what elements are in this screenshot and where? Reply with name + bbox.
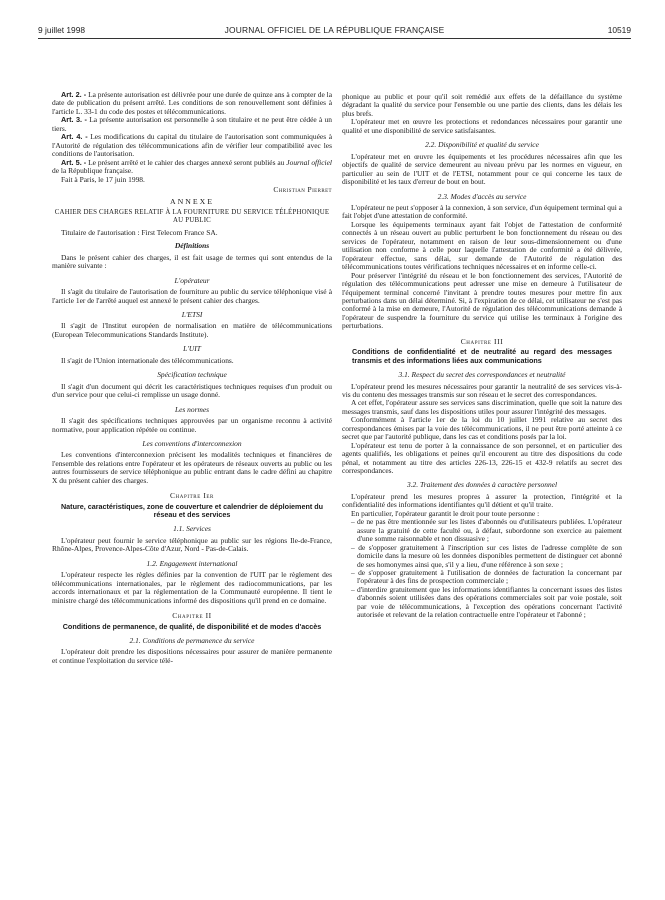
rights-list (342, 518, 622, 619)
section-1-2-text: L'opérateur respecte les règles définies par la convention de l'UIT par le règlement des télécommunications internationales, par le règlement des radiocommunications, par les accords internationaux et par la réglementation de la Communauté européenne. Il tient le ministre chargé des télécommunications informé des dispositions qu'il prend en ce domaine. (52, 570, 332, 605)
protections-text: L'opérateur met en œuvre les protections et redondances nécessaires pour garantir une qualité et une disponibilité de service satisfaisantes. (342, 117, 622, 135)
fait-a-paris: Fait à Paris, le 17 juin 1998. (61, 174, 145, 184)
section-2-2-text: L'opérateur met en œuvre les équipements et les procédures nécessaires afin que les objectifs de qualité de service demeurent au niveau prévu par les normes en vigueur, en particulier au sein de l'UIT et de l'ETSI, notamment pour ce qui concerne les taux de disponibilité et les taux d'erreur de bout en bout. (342, 151, 622, 187)
chapter-1-label: Chapitre Ier (170, 491, 214, 501)
right-column (342, 93, 622, 620)
section-2-1-text: L'opérateur doit prendre les dispositions nécessaires pour assurer de manière permanente et continue l'exploitation du service télé- (52, 647, 332, 665)
header-rule (38, 38, 631, 39)
chapter-3-label: Chapitre III (460, 336, 504, 346)
list-item: – de s'opposer gratuitement à l'utilisation de données de facturation la concernant par l'opérateur à des fins de prospection commerciale ; (351, 569, 622, 586)
conventions-text: Les conventions d'interconnexion précisent les modalités techniques et financières de l'ensemble des relations entre l'opérateur et les opérateurs de réseaux ouverts au public ou les autres fournisseurs de service téléphonique au public entrant dans le cadre défini au chapitre X du présent cahier des charges. (52, 450, 332, 485)
definitions-intro: Dans le présent cahier des charges, il est fait usage de termes qui sont entendus de la manière suivante : (52, 252, 332, 271)
continued-text: phonique au public et pour qu'il soit remédié aux effets de la défaillance du système dégradant la qualité du service pour l'ensemble ou une partie des clients, dans les délais les plus brefs. (342, 92, 622, 118)
signature: Christian Pierret (273, 184, 332, 194)
spec-text: Il s'agit d'un document qui décrit les caractéristiques techniques requises d'un produit ou d'un service pour que celui-ci remplisse un usage donné. (52, 381, 332, 400)
page-header (38, 25, 631, 37)
section-1-1-heading: 1.1. Services (173, 524, 211, 534)
left-column (52, 91, 332, 665)
section-3-1-p4: L'opérateur est tenu de porter à la connaissance de son personnel, et en particulier des agents qualifiés, les obligations et peines qu'il encourent au titre des dispositions du code pénal, et notamment au titre des articles 226-13, 226-15 et 432-9 relatifs au secret des correspondances. (342, 440, 622, 476)
section-3-1-heading: 3.1. Respect du secret des correspondances et neutralité (398, 370, 566, 380)
list-item: – d'interdire gratuitement que les informations identifiantes la concernant issues des listes d'abonnés soient utilisées dans des opérations commerciales soit par voie postale, soit par voie de télécommunications, à l'exception des opérations concernant l'activité autorisée et relevant de la relation contractuelle entre l'opérateur et l'abonné ; (351, 586, 622, 620)
normes-text: Il s'agit des spécifications techniques approuvées par un organisme reconnu à activité normative, pour application répétée ou continue. (52, 416, 332, 434)
uit-text: Il s'agit de l'Union internationale des télécommunications. (61, 355, 234, 365)
operateur-heading: L'opérateur (174, 275, 210, 285)
article-4: Art. 4. - Les modifications du capital du titulaire de l'autorisation sont communiquées à l'Autorité de régulation des télécommunications afin de vérifier leur compatibilité avec les conditions de l'autorisation. (52, 132, 332, 159)
list-item: – de ne pas être mentionnée sur les listes d'abonnés ou d'utilisateurs publiées. L'opérateur assure la gratuité de cette faculté ou, à défaut, subordonne son exercice au paiement d'une somme raisonnable et non dissuasive ; (351, 518, 622, 543)
chapter-3-title: Conditions de confidentialité et de neutralité au regard des messages transmis et des informations liées aux communications (352, 347, 612, 365)
titulaire: Titulaire de l'autorisation : First Telecom France SA. (61, 227, 218, 237)
article-5: Art. 5. - Le présent arrêté et le cahier des charges annexé seront publiés au Journal officiel de la République française. (52, 157, 332, 176)
list-item: – de s'opposer gratuitement à l'inscription sur ces listes de l'adresse complète de son domicile dans la mesure où les données disponibles permettent de distinguer cet abonné de ses homonymes ainsi que, s'il y a lieu, d'une référence à son sexe ; (351, 544, 622, 569)
section-2-3-heading: 2.3. Modes d'accès au service (437, 191, 527, 201)
section-2-3-p1: L'opérateur ne peut s'opposer à la connexion, à son service, d'un équipement terminal qui a fait l'objet d'une attestation de conformité. (342, 202, 622, 221)
normes-heading: Les normes (174, 404, 210, 414)
etsi-heading: L'ETSI (181, 309, 203, 319)
section-3-1-p2: A cet effet, l'opérateur assure ses services sans discrimination, quelle que soit la nature des messages transmis, sauf dans les dispositions utiles pour assurer l'intégrité des messages. (342, 398, 622, 416)
uit-heading: L'UIT (183, 344, 201, 354)
section-2-3-p3: Pour préserver l'intégrité du réseau et le bon fonctionnement des services, l'Autorité de régulation des télécommunications peut adresser une mise en demeure à l'utilisateur de l'équipement terminal concerné l'invitant à prendre toutes mesures pour mettre fin aux perturbations dans un délai déterminé. Si, à l'expiration de ce délai, cet utilisateur ne s'est pas conformé à la mise en demeure, l'Autorité de régulation des télécommunications demande à l'opérateur de suspendre la fourniture du service qui utilise les terminaux à l'origine des perturbations. (342, 270, 622, 331)
section-2-2-heading: 2.2. Disponibilité et qualité du service (425, 140, 539, 150)
section-3-1-p1: L'opérateur prend les mesures nécessaires pour garantir la neutralité de ses services vis-à-vis du contenu des messages transmis sur son réseau et le secret des correspondances. (342, 381, 622, 399)
definitions-heading: Définitions (174, 241, 210, 251)
section-1-1-text: L'opérateur peut fournir le service téléphonique au public sur les régions Ile-de-France, Rhône-Alpes, Provence-Alpes-Côte d'Azur, Nord - Pas-de-Calais. (52, 535, 332, 554)
issue-date: 9 juillet 1998 (38, 25, 86, 35)
operateur-text: Il s'agit du titulaire de l'autorisation de fourniture au public du service téléphonique visé à l'article 1er de l'arrêté auquel est annexé le présent cahier des charges. (52, 287, 332, 305)
section-3-1-p3: Conformément à l'article 1er de la loi du 10 juillet 1991 relative au secret des correspondances émises par la voie des télécommunications, il ne peut être porté atteinte à ce secret que par l'autorité publique, dans les cas et conditions posés par la loi. (342, 415, 622, 442)
page-number: 10519 (607, 25, 631, 35)
article-3: Art. 3. - La présente autorisation est personnelle à son titulaire et ne peut être cédée à un tiers. (52, 115, 332, 133)
section-3-2-p1: L'opérateur prend les mesures propres à assurer la protection, l'intégrité et la confidentialité des informations identifiantes qu'il détient et qu'il traite. (342, 491, 622, 510)
spec-heading: Spécification technique (157, 370, 227, 380)
section-2-1-heading: 2.1. Conditions de permanence du service (129, 635, 255, 645)
section-1-2-heading: 1.2. Engagement international (146, 558, 238, 568)
section-2-3-p2: Lorsque les équipements terminaux ayant fait l'objet de l'attestation de conformité connectés à un réseau ouvert au public perturbent le bon fonctionnement du réseau ou des services de l'opérateur, notamment en raison de leur sous-dimensionnement ou d'une utilisation non conforme à celle pour laquelle l'attestation de conformité a été délivrée, l'opérateur effectue, sans délai, sur demande de l'Autorité de régulation des télécommunications toutes vérifications techniques nécessaires et en informe celle-ci. (342, 219, 622, 272)
section-3-2-heading: 3.2. Traitement des données à caractère personnel (406, 480, 558, 490)
section-3-2-p2: En particulier, l'opérateur garantit le droit pour toute personne : (351, 508, 540, 518)
chapter-2-label: Chapitre II (172, 611, 212, 621)
cahier-title: CAHIER DES CHARGES RELATIF À LA FOURNITURE DU SERVICE TÉLÉPHONIQUE AU PUBLIC (54, 208, 330, 225)
article-2: Art. 2. - La présente autorisation est délivrée pour une durée de quinze ans à compter de la date de publication du présent arrêté. Les conditions de son renouvellement sont définies à l'article L. 33-1 du code des postes et télécommunications. (52, 90, 333, 116)
chapter-2-title: Conditions de permanence, de qualité, de disponibilité et de modes d'accès (62, 621, 322, 631)
conventions-heading: Les conventions d'interconnexion (142, 438, 242, 448)
journal-title: JOURNAL OFFICIEL DE LA RÉPUBLIQUE FRANÇAISE (224, 25, 445, 35)
annexe-heading: ANNEXE (169, 197, 215, 207)
chapter-1-title: Nature, caractéristiques, zone de couverture et calendrier de déploiement du réseau et des services (60, 501, 324, 520)
etsi-text: Il s'agit de l'Institut européen de normalisation en matière de télécommunications (European Telecommunications Standards Institute). (52, 321, 332, 339)
